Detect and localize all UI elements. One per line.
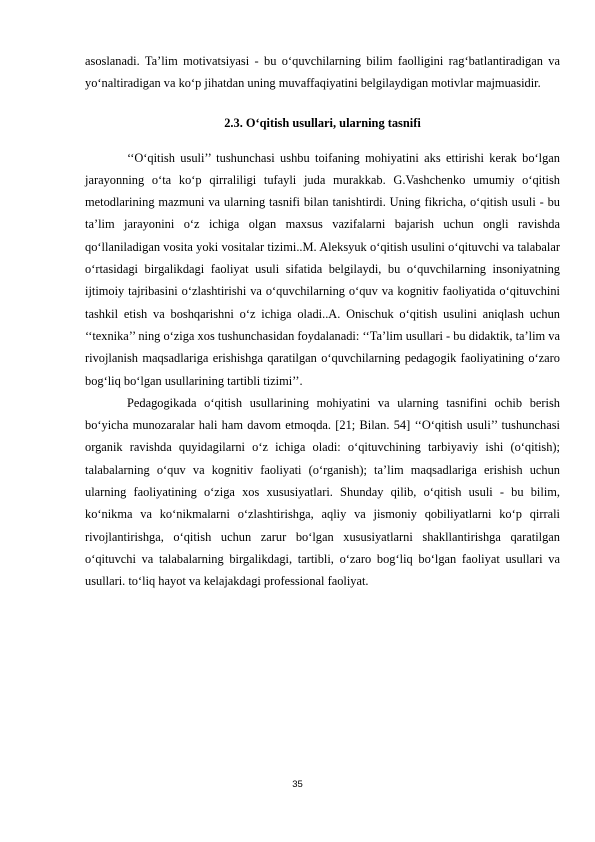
section-title: 2.3. O‘qitish usullari, ularning tasnifi <box>224 115 421 130</box>
paragraph-2: Pedagogikada o‘qitish usullarining mohiyatini va ularning tasnifini ochib berish bo‘yicha munozaralar hali ham davom etmoqda. [21; Bilan. 54] ‘‘O‘qitish usuli’’ tushunchasi organik ravishda quyidagilarni o‘z ichiga oladi: o‘qituvchining tarbiyaviy ishi (o‘qitish); talabalarning o‘quv va kognitiv faoliyati (o‘rganish); ta’lim maqsadlariga erishish uchun ularning faoliyatining o‘ziga xos xususiyatlari. Shunday qilib, o‘qitish usuli - bu bilim, ko‘nikma va ko‘nikmalarni o‘zlashtirishga, aqliy va jismoniy qobiliyatlarni ko‘p qirrali rivojlantirishga, o‘qitish uchun zarur bo‘lgan xususiyatlarni shakllantirishga qaratilgan o‘qituvchi va talabalarning birgalikdagi, tartibli, o‘zaro bog‘liq bo‘lgan faoliyat usullari va usullari. to‘liq hayot va kelajakdagi professional faoliyat. <box>85 395 560 589</box>
page-body <box>85 50 560 593</box>
paragraph-1: ‘‘O‘qitish usuli’’ tushunchasi ushbu toifaning mohiyatini aks ettirishi kerak bo‘lgan jarayonning o‘ta ko‘p qirraliligi tufayli juda murakkab. G.Vashchenko umumiy o‘qitish metodlarining mazmuni va ularning tasnifi bilan tanishtirdi. Uning fikricha, o‘qitish usuli - bu ta’lim jarayonini o‘z ichiga olgan maxsus vazifalarni bajarish uchun ongli ravishda qo‘llaniladigan vosita yoki vositalar tizimi..M. Aleksyuk o‘qitish usulini o‘qituvchi va talabalar o‘rtasidagi birgalikdagi faoliyat usuli sifatida belgilaydi, bu o‘quvchilarning insoniyatning ijtimoiy tajribasini o‘zlashtirishi va o‘quvchilarning o‘quv va kognitiv faoliyatida o‘qituvchini tashkil etish va boshqarishni o‘z ichiga oladi..A. Onischuk o‘qitish usulini aniqlash uchun ‘‘texnika’’ ning o‘ziga xos tushunchasidan foydalanadi: ‘‘Ta’lim usullari - bu didaktik, ta’lim va rivojlanish maqsadlariga erishishga qaratilgan o‘quvchilarning pedagogik faoliyatining o‘zaro bog‘liq bo‘lgan usullarining tartibli tizimi’’. <box>85 150 560 388</box>
continuation-paragraph: asoslanadi. Ta’lim motivatsiyasi - bu o‘quvchilarning bilim faolligini rag‘batlantiradigan va yo‘naltiradigan va ko‘p jihatdan uning muvaffaqiyatini belgilaydigan motivlar majmuasidir. <box>85 54 560 91</box>
page-number: 35 <box>292 779 303 790</box>
